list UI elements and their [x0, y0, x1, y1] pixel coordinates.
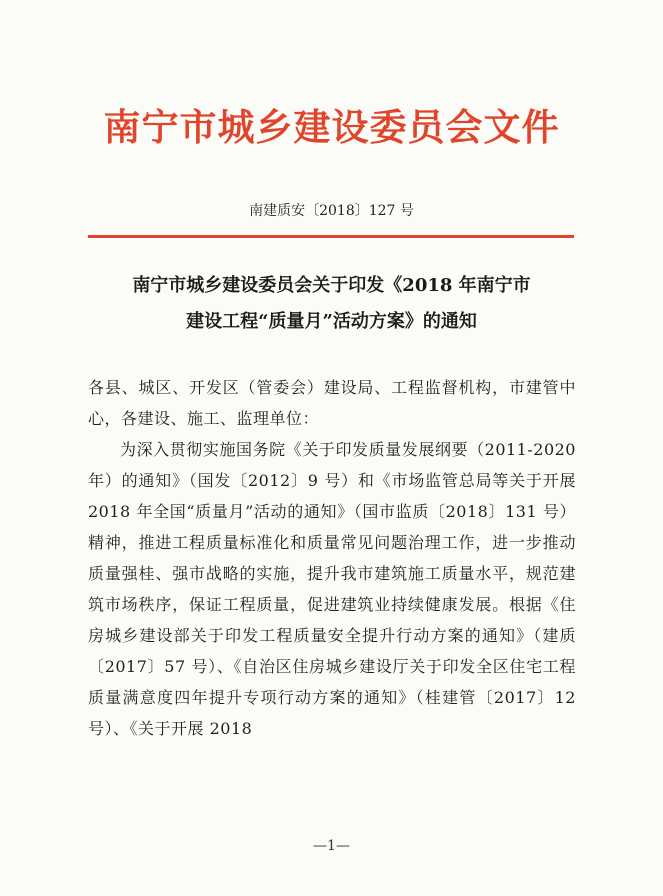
page-number: —1—	[313, 838, 350, 854]
red-divider-line	[88, 235, 574, 238]
addressee-paragraph: 各县、城区、开发区（管委会）建设局、工程监督机构，市建管中心，各建设、施工、监理单位：	[88, 378, 576, 428]
notice-title-line-2: 建设工程“质量月”活动方案》的通知	[186, 311, 477, 332]
document-number: 南建质安〔2018〕127 号	[249, 203, 414, 219]
document-body	[88, 372, 576, 744]
notice-title-line-1: 南宁市城乡建设委员会关于印发《2018 年南宁市	[132, 275, 531, 296]
document-header-title: 南宁市城乡建设委员会文件	[103, 106, 560, 149]
body-paragraph-1: 为深入贯彻实施国务院《关于印发质量发展纲要（2011-2020 年）的通知》（国发〔2012〕9 号）和《市场监管总局等关于开展 2018 年全国“质量月”活动的通知》（国市监质〔2018〕131 号）精神，推进工程质量标准化和质量常见问题治理工作，进一步推动质量强桂、强市战略的实施，提升我市建筑施工质量水平，规范建筑市场秩序，保证工程质量，促进建筑业持续健康发展。根据《住房城乡建设部关于印发工程质量安全提升行动方案的通知》（建质〔2017〕57 号）、《自治区住房城乡建设厅关于印发全区住宅工程质量满意度四年提升专项行动方案的通知》（桂建管〔2017〕12 号）、《关于开展 2018	[88, 440, 576, 738]
notice-title	[0, 268, 663, 340]
